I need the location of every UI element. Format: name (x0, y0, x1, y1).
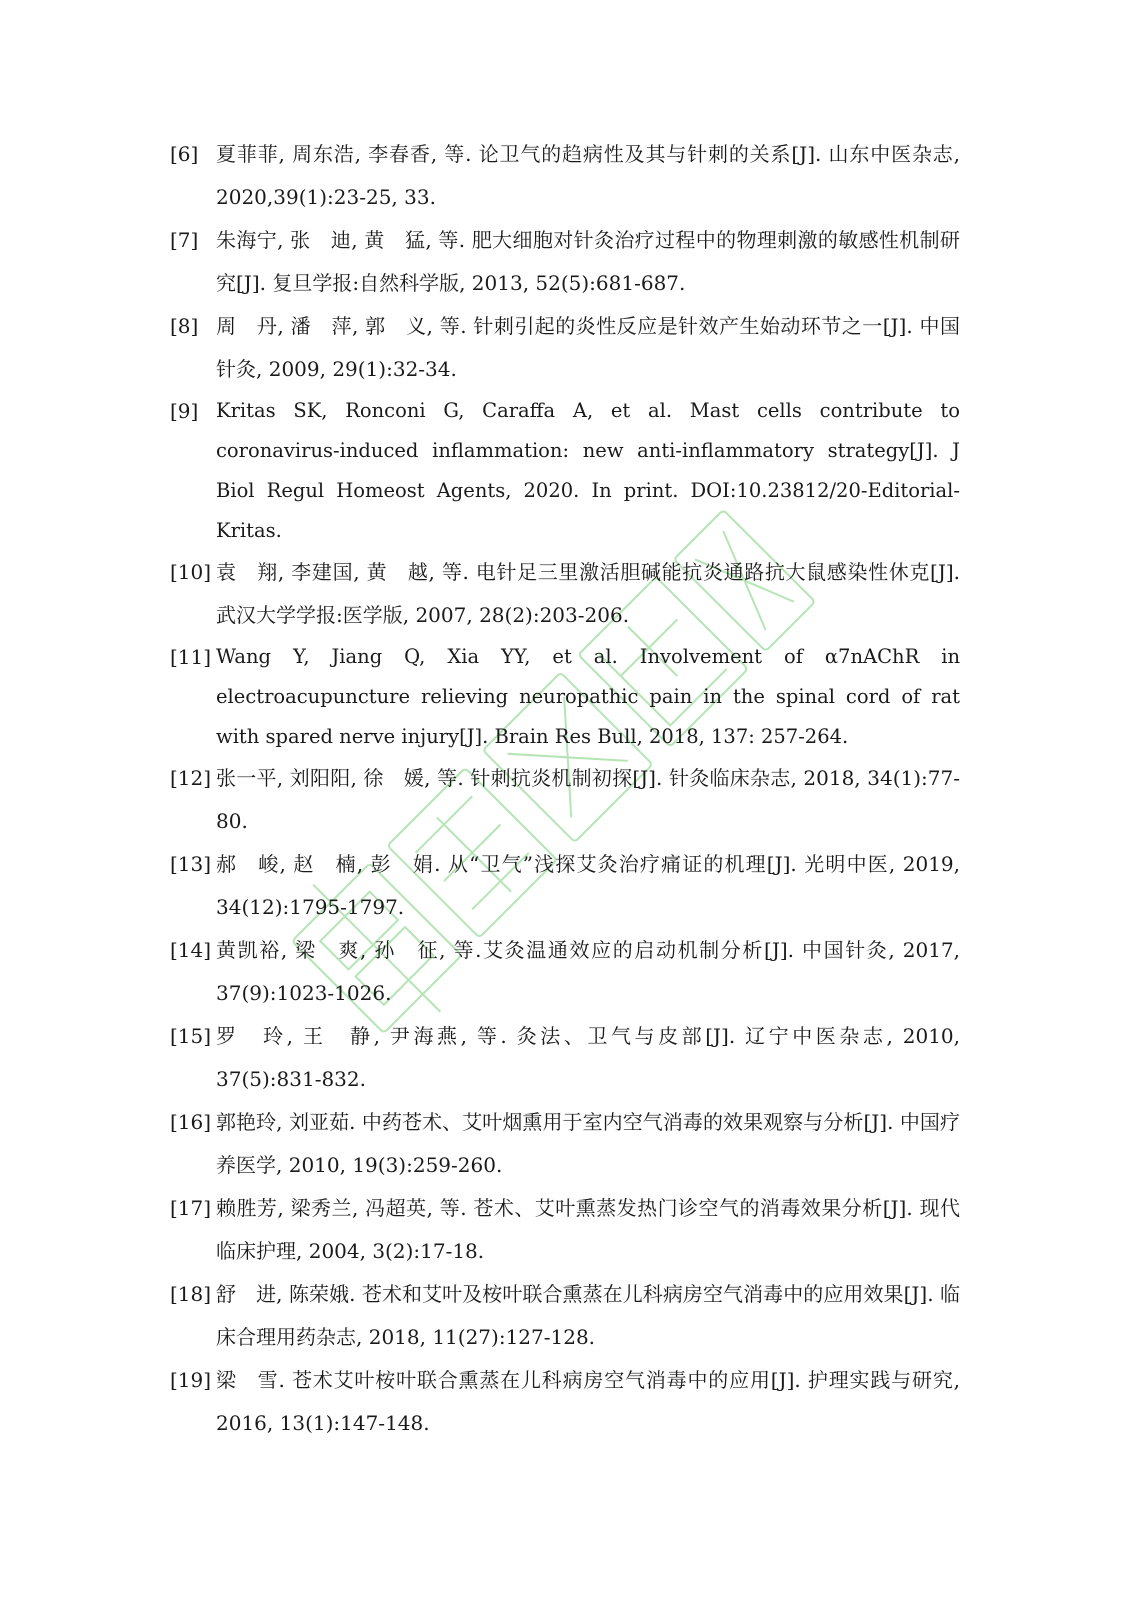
reference-number: [11] (170, 645, 212, 669)
reference-number: [9] (170, 399, 199, 423)
reference-item (170, 929, 960, 1015)
reference-number: [13] (170, 852, 212, 876)
reference-number: [14] (170, 938, 212, 962)
reference-text: 舒 进, 陈荣娥. 苍术和艾叶及桉叶联合熏蒸在儿科病房空气消毒中的应用效果[J]. 临床合理用药杂志, 2018, 11(27):127-128. (216, 1282, 960, 1349)
reference-text: 朱海宁, 张 迪, 黄 猛, 等. 肥大细胞对针灸治疗过程中的物理刺激的敏感性机制研究[J]. 复旦学报:自然科学版, 2013, 52(5):681-687. (216, 228, 960, 295)
reference-text: Kritas SK, Ronconi G, Caraffa A, et al. Mast cells contribute to coronavirus-induced inflammation: new anti-inflammatory strategy[J]. J Biol Regul Homeost Agents, 2020. In print. DOI:10.23812/20-Editorial-Kritas. (216, 399, 960, 542)
reference-text: 张一平, 刘阳阳, 徐 媛, 等. 针刺抗炎机制初探[J]. 针灸临床杂志, 2018, 34(1):77-80. (216, 766, 960, 833)
reference-item (170, 1187, 960, 1273)
reference-item (170, 391, 960, 551)
reference-text: 梁 雪. 苍术艾叶桉叶联合熏蒸在儿科病房空气消毒中的应用[J]. 护理实践与研究, 2016, 13(1):147-148. (216, 1368, 960, 1435)
reference-number: [18] (170, 1282, 212, 1306)
reference-text: 赖胜芳, 梁秀兰, 冯超英, 等. 苍术、艾叶熏蒸发热门诊空气的消毒效果分析[J]. 现代临床护理, 2004, 3(2):17-18. (216, 1196, 960, 1263)
reference-number: [6] (170, 142, 199, 166)
reference-item (170, 305, 960, 391)
reference-text: Wang Y, Jiang Q, Xia YY, et al. Involvement of α7nAChR in electroacupuncture relieving neuropathic pain in the spinal cord of rat with spared nerve injury[J]. Brain Res Bull, 2018, 137: 257-264. (216, 645, 960, 748)
reference-text: 郭艳玲, 刘亚茹. 中药苍术、艾叶烟熏用于室内空气消毒的效果观察与分析[J]. 中国疗养医学, 2010, 19(3):259-260. (216, 1110, 960, 1177)
reference-number: [16] (170, 1110, 212, 1134)
reference-item (170, 843, 960, 929)
reference-number: [7] (170, 228, 199, 252)
reference-number: [10] (170, 560, 212, 584)
reference-text: 袁 翔, 李建国, 黄 越, 等. 电针足三里激活胆碱能抗炎通路抗大鼠感染性休克[J]. 武汉大学学报:医学版, 2007, 28(2):203-206. (216, 560, 960, 627)
reference-text: 夏菲菲, 周东浩, 李春香, 等. 论卫气的趋病性及其与针刺的关系[J]. 山东中医杂志, 2020,39(1):23-25, 33. (216, 142, 960, 209)
reference-item (170, 1101, 960, 1187)
reference-item (170, 1273, 960, 1359)
reference-text: 周 丹, 潘 萍, 郭 义, 等. 针刺引起的炎性反应是针效产生始动环节之一[J]. 中国针灸, 2009, 29(1):32-34. (216, 314, 960, 381)
reference-item (170, 133, 960, 219)
reference-item (170, 637, 960, 757)
reference-list (170, 133, 960, 1445)
reference-text: 罗 玲, 王 静, 尹海燕, 等. 灸法、卫气与皮部[J]. 辽宁中医杂志, 2010, 37(5):831-832. (216, 1024, 960, 1091)
reference-text: 黄凯裕, 梁 爽, 孙 征, 等.艾灸温通效应的启动机制分析[J]. 中国针灸, 2017, 37(9):1023-1026. (216, 938, 960, 1005)
reference-number: [15] (170, 1024, 212, 1048)
reference-number: [19] (170, 1368, 212, 1392)
reference-item (170, 757, 960, 843)
reference-item (170, 551, 960, 637)
reference-item (170, 219, 960, 305)
reference-number: [8] (170, 314, 199, 338)
reference-item (170, 1359, 960, 1445)
reference-text: 郝 峻, 赵 楠, 彭 娟. 从“卫气”浅探艾灸治疗痛证的机理[J]. 光明中医, 2019, 34(12):1795-1797. (216, 852, 960, 919)
reference-item (170, 1015, 960, 1101)
reference-number: [12] (170, 766, 212, 790)
reference-number: [17] (170, 1196, 212, 1220)
